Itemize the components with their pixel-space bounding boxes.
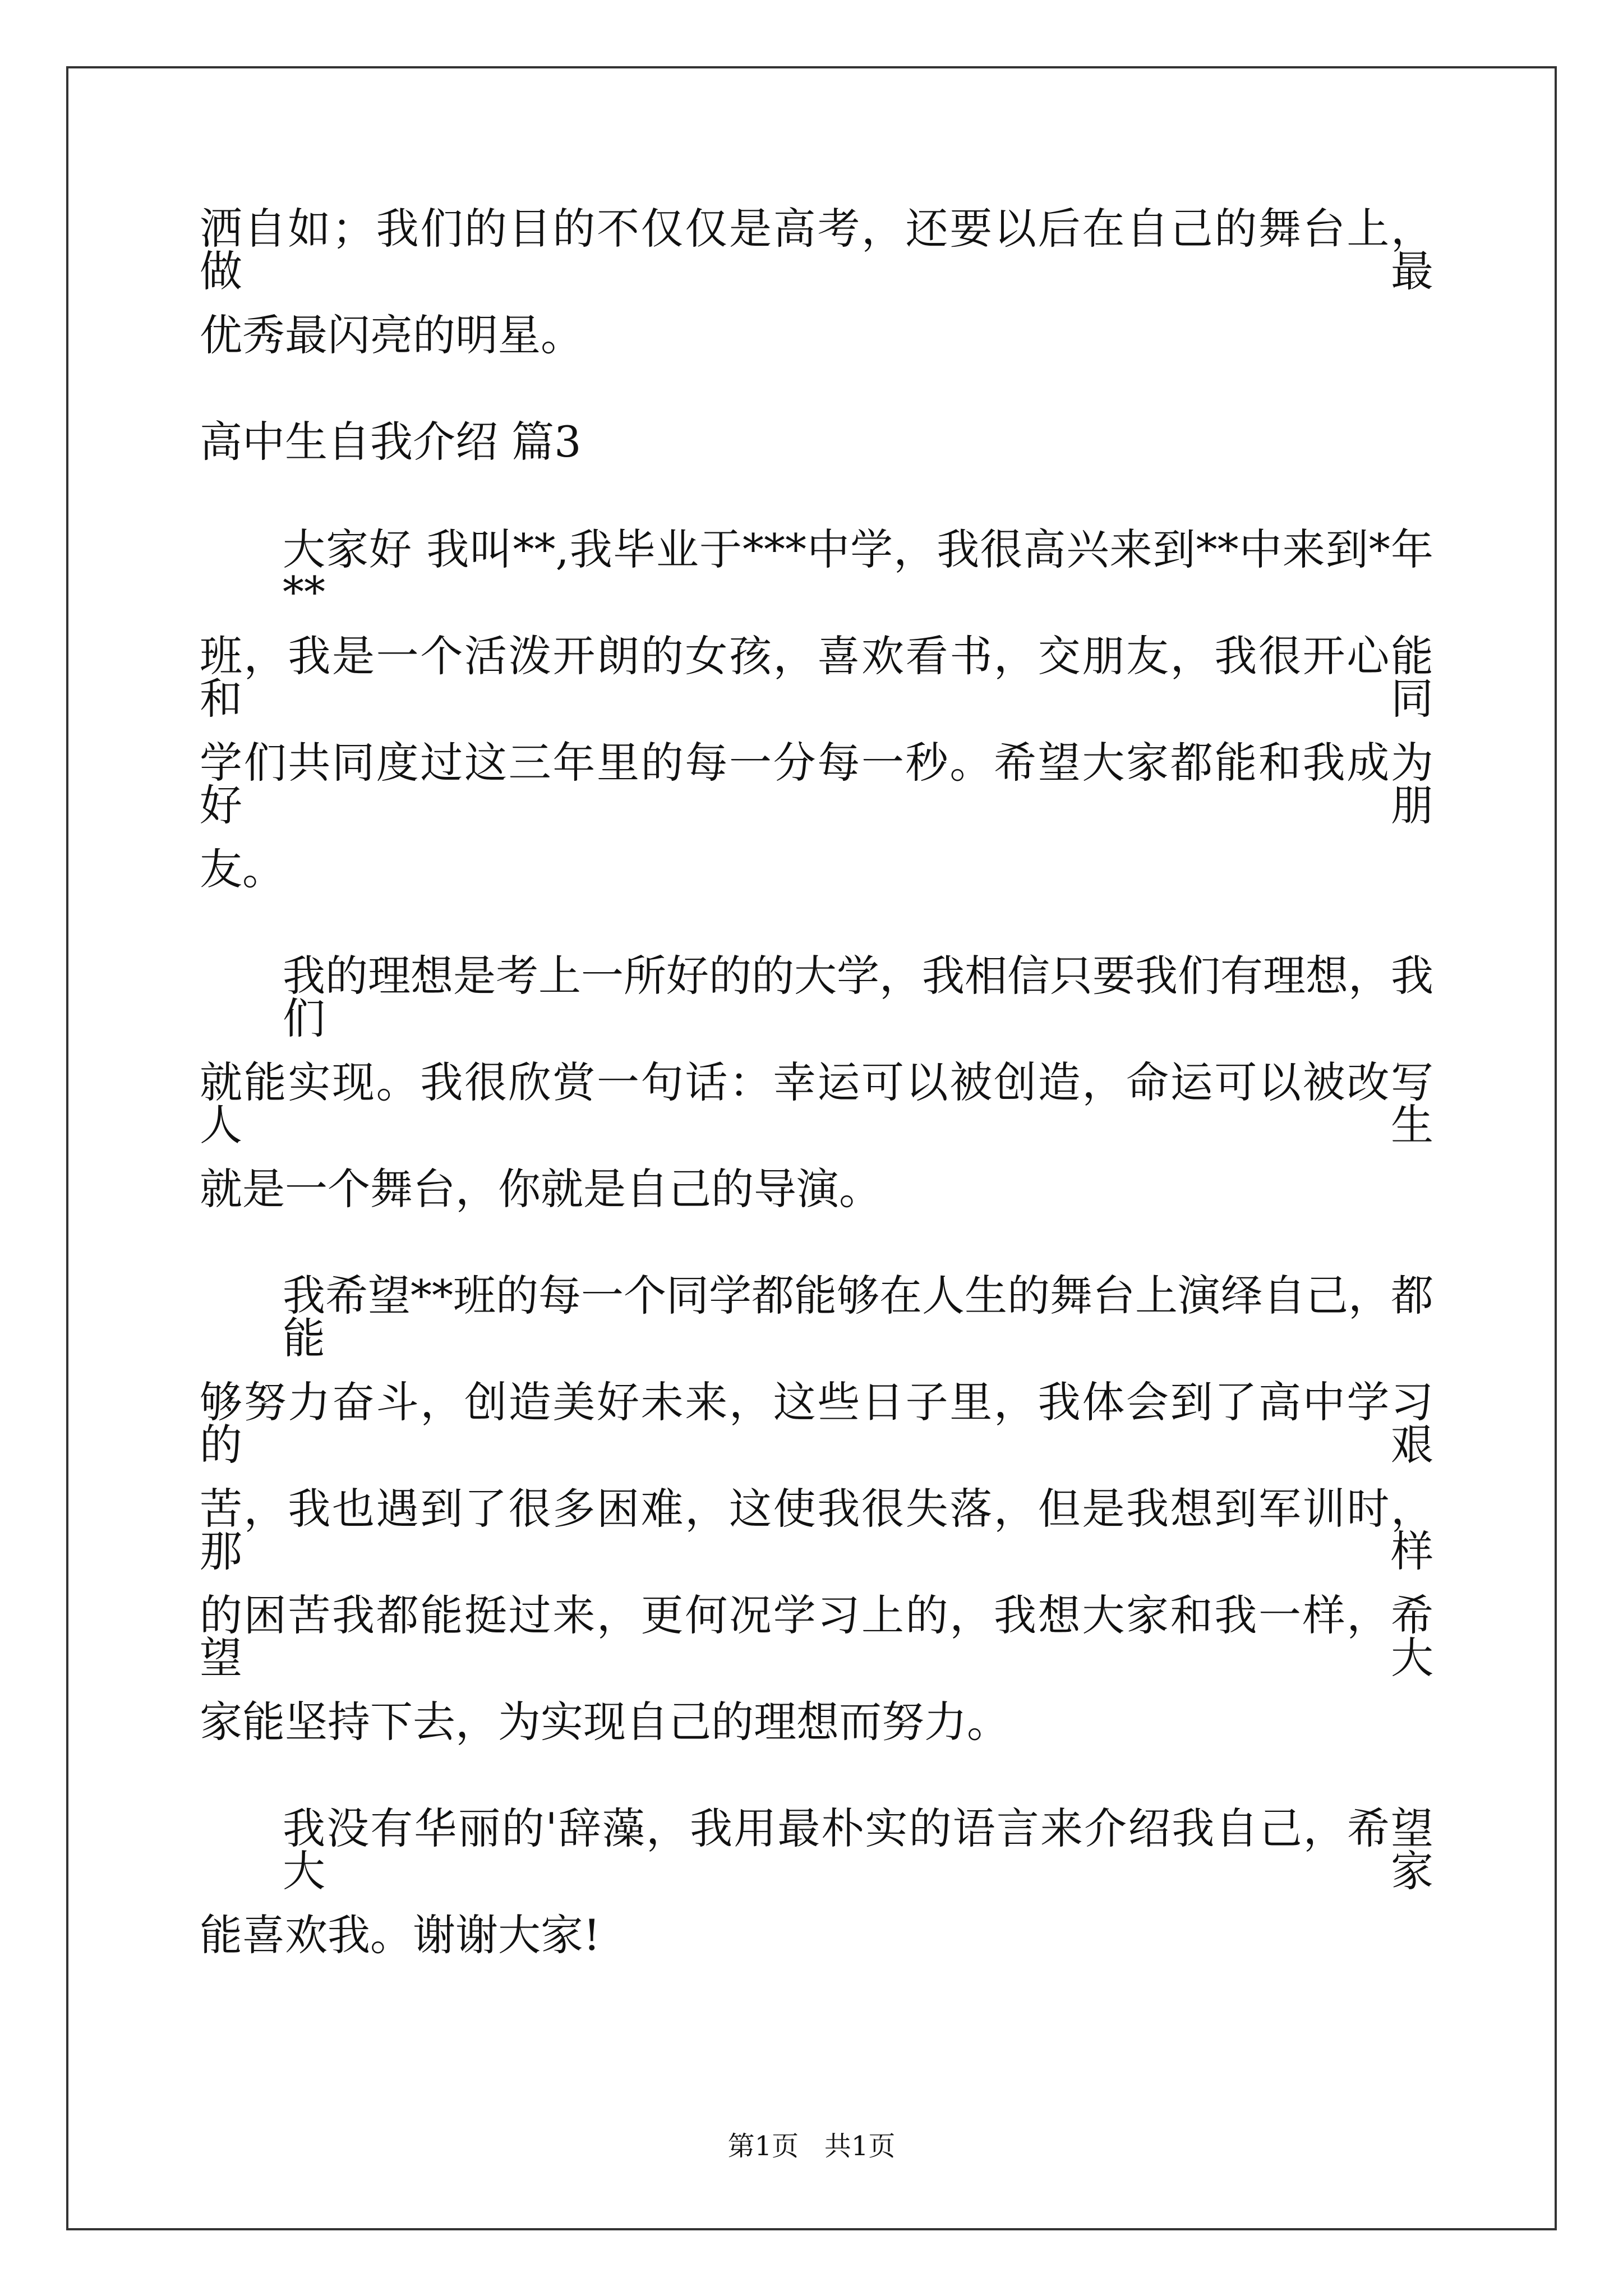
text-line: 够努力奋斗，创造美好未来，这些日子里，我体会到了高中学习的艰 — [200, 1377, 1433, 1470]
text-line: 能喜欢我。谢谢大家! — [200, 1910, 601, 1960]
text-line: 友。 — [200, 844, 285, 894]
text-line: 洒自如；我们的目的不仅仅是高考，还要以后在自己的舞台上，做最 — [200, 204, 1433, 296]
text-line: 就是一个舞台，你就是自己的导演。 — [200, 1164, 882, 1214]
text-line: 家能坚持下去，为实现自己的理想而努力。 — [200, 1697, 1009, 1747]
text-line: 班，我是一个活泼开朗的女孩，喜欢看书，交朋友，我很开心能和同 — [200, 631, 1433, 724]
section-heading: 高中生自我介绍 篇3 — [200, 417, 582, 467]
text-line: 我没有华丽的'辞藻，我用最朴实的语言来介绍我自己，希望大家 — [283, 1803, 1433, 1896]
page-number: 第1页 — [727, 2131, 799, 2162]
text-line: 优秀最闪亮的明星。 — [200, 310, 583, 360]
text-line: 我希望**班的每一个同学都能够在人生的舞台上演绎自己，都能 — [283, 1271, 1433, 1363]
text-line: 的困苦我都能挺过来，更何况学习上的，我想大家和我一样，希望大 — [200, 1590, 1433, 1683]
text-line: 大家好 我叫**,我毕业于***中学，我很高兴来到**中来到*年** — [283, 524, 1433, 617]
text-line: 就能实现。我很欣赏一句话：幸运可以被创造，命运可以被改写人生 — [200, 1057, 1433, 1150]
text-line: 我的理想是考上一所好的的大学，我相信只要我们有理想，我们 — [283, 951, 1433, 1043]
page-footer — [0, 2133, 1623, 2160]
page-total: 共1页 — [824, 2131, 896, 2162]
text-line: 苦，我也遇到了很多困难，这使我很失落，但是我想到军训时，那样 — [200, 1484, 1433, 1576]
text-line: 学们共同度过这三年里的每一分每一秒。希望大家都能和我成为好朋 — [200, 738, 1433, 830]
